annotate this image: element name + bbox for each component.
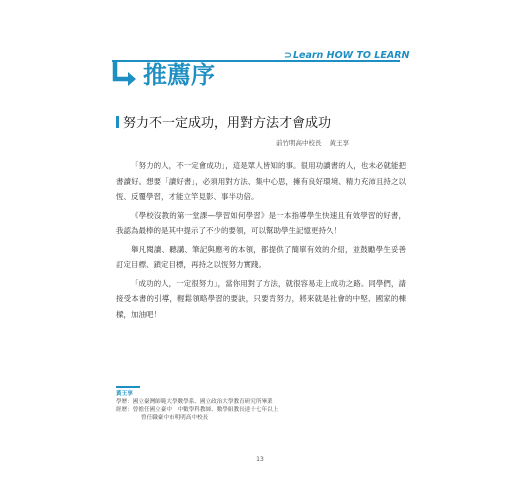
page-title: 推薦序 (143, 61, 215, 89)
bio-name: 黃王享 (116, 391, 133, 397)
section-heading-text: 努力不一定成功，用對方法才會成功 (123, 116, 332, 131)
page-number: 13 (256, 456, 264, 463)
author-name: 黃王享 (329, 139, 349, 147)
bio-line: 曾任職臺中市明明高中校長 (141, 415, 209, 421)
corner-arrow-icon (112, 62, 142, 88)
body-text (116, 158, 406, 325)
section-heading (116, 115, 331, 133)
paragraph: 「成功的人，一定很努力」，當你用對了方法，就很容易走上成功之路。同學們，請接受本書的引導，輕鬆領略學習的要訣，只要肯努力，將來就是社會的中堅、國家的棟樑，加油吧！ (116, 278, 406, 319)
author-position: 前竹明高中校長 (276, 139, 322, 147)
circle-arrow-icon: ⊃ (284, 50, 292, 61)
series-tag (284, 50, 409, 62)
author-line (276, 138, 349, 148)
paragraph: 《學校沒教的第一堂課—學習如何學習》是一本指導學生快速且有效學習的好書，我認為最棒的是其中提示了不少的要領，可以幫助學生記憶更持久！ (116, 210, 406, 235)
series-tag-text: Learn HOW TO LEARN (292, 50, 410, 61)
bio-line: 學歷：國立臺灣師範大學數學系、國立政治大學教育研究所畢業 (116, 399, 273, 405)
author-bio (116, 390, 278, 422)
paragraph: 舉凡閱讀、聽講、筆記與應考的本領，都提供了簡單有效的介紹，並鼓勵學生妥善訂定目標、鎖定目標，再持之以恆努力實踐。 (116, 244, 406, 269)
bio-line: 經歷：曾擔任國立臺中 中數學科教師、數學組教長達十七年以上 (116, 407, 279, 413)
heading-bar (116, 116, 119, 128)
bio-rule (116, 386, 140, 388)
paragraph: 「努力的人，不一定會成功」，這是眾人皆知的事。很用功讀書的人，也未必就能把書讀好。想要「讀好書」，必須用對方法、集中心思，擁有良好環境、精力充沛且持之以恆、反覆學習，才能立竿見影、事半功倍。 (116, 161, 406, 201)
